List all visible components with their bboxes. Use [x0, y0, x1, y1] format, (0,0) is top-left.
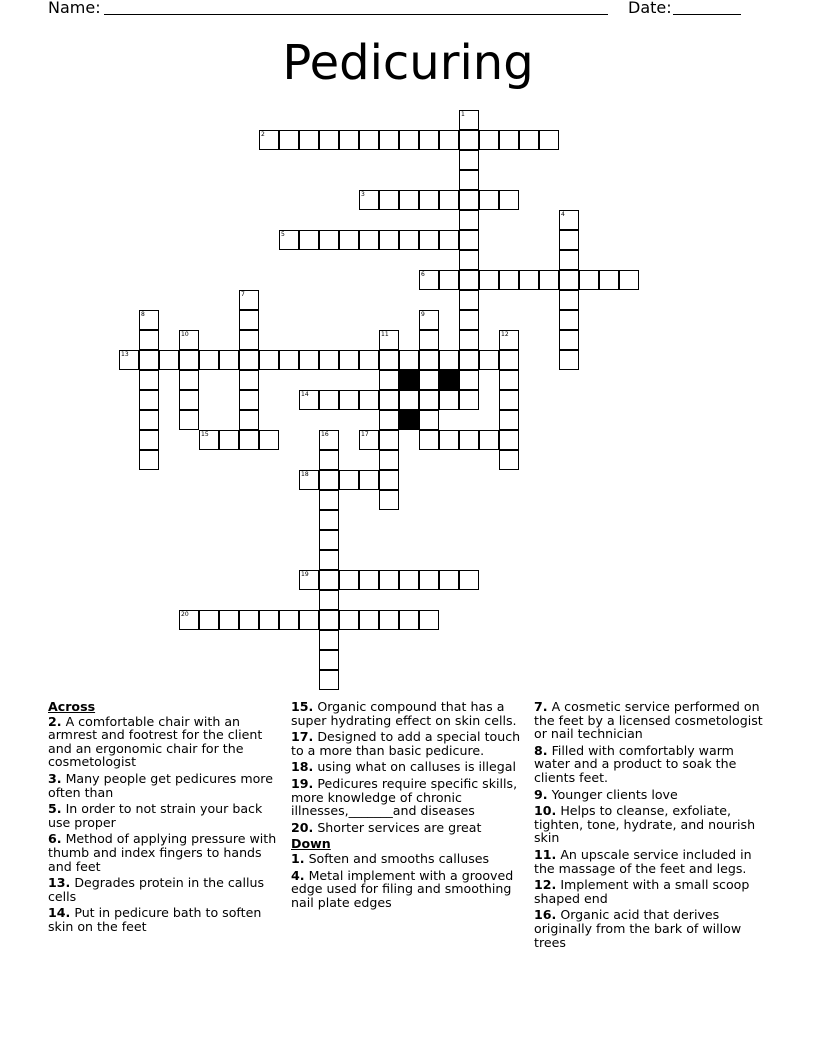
grid-cell[interactable] [499, 430, 519, 450]
clue-item [291, 700, 523, 727]
grid-cell[interactable] [439, 230, 459, 250]
grid-cell[interactable] [279, 230, 299, 250]
grid-cell[interactable] [379, 370, 399, 390]
grid-cell[interactable] [299, 230, 319, 250]
clue-item [48, 715, 280, 769]
grid-cell[interactable] [559, 210, 579, 230]
clue-item [291, 852, 523, 866]
clue-item [291, 821, 523, 835]
grid-cell[interactable] [459, 330, 479, 350]
grid-cell[interactable] [459, 570, 479, 590]
clue-item-number: 1. [291, 850, 305, 866]
clue-item-text: Metal implement with a grooved edge used for filing and smoothing nail plate edges [291, 867, 514, 910]
clue-number: 7 [241, 291, 245, 298]
grid-cell[interactable] [379, 130, 399, 150]
grid-cell[interactable] [179, 350, 199, 370]
clue-number: 20 [181, 611, 189, 618]
clue-item-text: Younger clients love [547, 786, 678, 802]
grid-cell[interactable] [399, 130, 419, 150]
clue-item-number: 18. [291, 759, 314, 775]
grid-cell[interactable] [139, 370, 159, 390]
grid-cell[interactable] [319, 630, 339, 650]
clue-item-text: Many people get pedicures more often than [48, 770, 273, 800]
clue-item-number: 5. [48, 801, 62, 817]
clue-number: 12 [501, 331, 509, 338]
clue-item-number: 17. [291, 729, 314, 745]
clue-item-text: Organic compound that has a super hydrating effect on skin cells. [291, 699, 517, 728]
grid-cell[interactable] [439, 130, 459, 150]
clue-item-text: Pedicures require specific skills, more knowledge of chronic illnesses,_______and diseases [291, 775, 518, 819]
grid-cell[interactable] [419, 130, 439, 150]
clue-item-text: In order to not strain your back use proper [48, 801, 263, 830]
clue-number: 9 [421, 311, 425, 318]
grid-cell[interactable] [479, 130, 499, 150]
clue-number: 15 [201, 431, 209, 438]
grid-cell[interactable] [459, 210, 479, 230]
grid-cell[interactable] [399, 230, 419, 250]
clue-item [48, 906, 280, 933]
name-label: Name: [48, 0, 101, 17]
clue-item-number: 6. [48, 831, 62, 847]
clue-item [534, 744, 766, 785]
grid-cell[interactable] [499, 190, 519, 210]
grid-cell[interactable] [379, 430, 399, 450]
grid-cell[interactable] [359, 430, 379, 450]
grid-cell[interactable] [379, 190, 399, 210]
grid-cell[interactable] [459, 430, 479, 450]
grid-cell[interactable] [319, 510, 339, 530]
grid-cell[interactable] [279, 610, 299, 630]
grid-cell[interactable] [379, 450, 399, 470]
grid-cell[interactable] [559, 230, 579, 250]
grid-cell[interactable] [419, 610, 439, 630]
grid-cell[interactable] [599, 270, 619, 290]
grid-cell[interactable] [459, 370, 479, 390]
grid-cell[interactable] [359, 390, 379, 410]
grid-cell[interactable] [479, 350, 499, 370]
grid-cell[interactable] [459, 170, 479, 190]
grid-cell[interactable] [339, 570, 359, 590]
grid-cell[interactable] [139, 330, 159, 350]
grid-cell[interactable] [259, 130, 279, 150]
grid-cell[interactable] [559, 330, 579, 350]
grid-cell[interactable] [319, 650, 339, 670]
clue-item-text: using what on calluses is illegal [313, 759, 516, 775]
grid-cell[interactable] [479, 190, 499, 210]
clue-number: 3 [361, 191, 365, 198]
grid-cell[interactable] [499, 130, 519, 150]
grid-cell[interactable] [299, 390, 319, 410]
clue-item [48, 802, 280, 829]
grid-cell[interactable] [459, 290, 479, 310]
grid-cell[interactable] [319, 490, 339, 510]
grid-cell[interactable] [439, 390, 459, 410]
grid-cell[interactable] [379, 230, 399, 250]
clue-item-text: A cosmetic service performed on the feet by a licensed cosmetologist or nail technician [534, 699, 763, 742]
grid-cell[interactable] [619, 270, 639, 290]
grid-cell-blocked [439, 370, 459, 390]
grid-cell[interactable] [319, 450, 339, 470]
grid-cell[interactable] [179, 390, 199, 410]
clue-item [291, 760, 523, 774]
grid-cell[interactable] [419, 190, 439, 210]
grid-cell[interactable] [179, 330, 199, 350]
grid-cell[interactable] [459, 350, 479, 370]
grid-cell[interactable] [459, 130, 479, 150]
grid-cell[interactable] [239, 610, 259, 630]
grid-cell[interactable] [499, 270, 519, 290]
grid-cell[interactable] [559, 310, 579, 330]
grid-cell-blocked [399, 370, 419, 390]
across-heading: Across [48, 699, 96, 714]
grid-cell[interactable] [399, 570, 419, 590]
grid-cell[interactable] [239, 310, 259, 330]
grid-cell[interactable] [319, 590, 339, 610]
clue-column-3 [534, 700, 766, 952]
clue-item [48, 772, 280, 799]
grid-cell[interactable] [319, 470, 339, 490]
grid-cell[interactable] [359, 350, 379, 370]
grid-cell[interactable] [299, 350, 319, 370]
grid-cell[interactable] [379, 470, 399, 490]
grid-cell[interactable] [299, 610, 319, 630]
clue-number: 16 [321, 431, 329, 438]
clue-item [48, 876, 280, 903]
grid-cell[interactable] [119, 350, 139, 370]
clue-item-number: 10. [534, 803, 557, 819]
grid-cell[interactable] [359, 230, 379, 250]
clue-item-number: 13. [48, 875, 71, 891]
clue-number: 13 [121, 351, 129, 358]
grid-cell[interactable] [219, 350, 239, 370]
grid-cell[interactable] [499, 410, 519, 430]
grid-cell[interactable] [319, 230, 339, 250]
grid-cell[interactable] [339, 230, 359, 250]
grid-cell[interactable] [199, 610, 219, 630]
clue-number: 14 [301, 391, 309, 398]
grid-cell[interactable] [399, 350, 419, 370]
grid-cell[interactable] [239, 410, 259, 430]
clue-number: 1 [461, 111, 465, 118]
grid-cell[interactable] [239, 290, 259, 310]
grid-cell[interactable] [199, 350, 219, 370]
clue-item [291, 730, 523, 757]
grid-cell[interactable] [139, 390, 159, 410]
clue-item-text: Put in pedicure bath to soften skin on the feet [48, 905, 262, 934]
clue-item [291, 777, 523, 818]
grid-cell[interactable] [419, 230, 439, 250]
grid-cell[interactable] [559, 250, 579, 270]
grid-cell[interactable] [479, 270, 499, 290]
clue-item [534, 908, 766, 949]
grid-cell[interactable] [419, 330, 439, 350]
clue-item-number: 3. [48, 770, 62, 786]
grid-cell[interactable] [299, 570, 319, 590]
clue-column-1 [48, 700, 280, 937]
grid-cell[interactable] [439, 570, 459, 590]
clue-number: 8 [141, 311, 145, 318]
grid-cell[interactable] [539, 270, 559, 290]
grid-cell[interactable] [459, 310, 479, 330]
grid-cell[interactable] [179, 410, 199, 430]
grid-cell[interactable] [339, 390, 359, 410]
grid-cell[interactable] [279, 350, 299, 370]
grid-cell[interactable] [219, 610, 239, 630]
grid-cell[interactable] [319, 430, 339, 450]
clue-item-number: 20. [291, 819, 314, 835]
grid-cell[interactable] [519, 270, 539, 290]
clue-number: 19 [301, 571, 309, 578]
grid-cell[interactable] [259, 350, 279, 370]
clue-item-text: An upscale service included in the massage of the feet and legs. [534, 846, 752, 876]
clue-item [534, 804, 766, 845]
grid-cell[interactable] [179, 610, 199, 630]
grid-cell[interactable] [419, 370, 439, 390]
grid-cell[interactable] [539, 130, 559, 150]
grid-cell[interactable] [239, 390, 259, 410]
grid-cell[interactable] [139, 350, 159, 370]
clue-item-number: 7. [534, 699, 548, 714]
grid-cell[interactable] [419, 270, 439, 290]
grid-cell[interactable] [319, 390, 339, 410]
clue-item [48, 832, 280, 873]
grid-cell[interactable] [399, 610, 419, 630]
grid-cell[interactable] [439, 430, 459, 450]
grid-cell[interactable] [479, 430, 499, 450]
grid-cell[interactable] [459, 270, 479, 290]
clue-number: 6 [421, 271, 425, 278]
clue-item-number: 19. [291, 775, 314, 791]
clue-item-number: 16. [534, 907, 557, 923]
down-clue-list [291, 852, 523, 909]
across-clue-list [48, 715, 280, 934]
grid-cell[interactable] [559, 270, 579, 290]
grid-cell[interactable] [179, 370, 199, 390]
grid-cell[interactable] [459, 250, 479, 270]
clue-item-text: Soften and smooths calluses [304, 850, 490, 866]
grid-cell[interactable] [439, 350, 459, 370]
grid-cell[interactable] [559, 290, 579, 310]
clue-item-number: 8. [534, 742, 548, 758]
grid-cell[interactable] [259, 430, 279, 450]
clue-item-text: Implement with a small scoop shaped end [534, 877, 750, 906]
grid-cell[interactable] [499, 370, 519, 390]
grid-cell[interactable] [359, 610, 379, 630]
grid-cell[interactable] [339, 350, 359, 370]
grid-cell[interactable] [579, 270, 599, 290]
grid-cell[interactable] [459, 390, 479, 410]
clue-number: 17 [361, 431, 369, 438]
grid-cell[interactable] [339, 610, 359, 630]
clue-item-text: Helps to cleanse, exfoliate, tighten, tone, hydrate, and nourish skin [534, 803, 756, 846]
grid-cell[interactable] [319, 670, 339, 690]
clue-item-text: Organic acid that derives originally from the bark of willow trees [534, 907, 742, 950]
grid-cell[interactable] [259, 610, 279, 630]
grid-cell[interactable] [319, 570, 339, 590]
grid-cell[interactable] [459, 190, 479, 210]
grid-cell[interactable] [139, 410, 159, 430]
clue-number: 4 [561, 211, 565, 218]
grid-cell[interactable] [459, 110, 479, 130]
grid-cell[interactable] [279, 130, 299, 150]
grid-cell[interactable] [439, 270, 459, 290]
clue-number: 11 [381, 331, 389, 338]
clue-number: 10 [181, 331, 189, 338]
grid-cell[interactable] [299, 130, 319, 150]
grid-cell[interactable] [319, 130, 339, 150]
grid-cell[interactable] [519, 130, 539, 150]
clue-item-text: A comfortable chair with an armrest and footrest for the client and an ergonomic chair for the cosmetologist [48, 713, 263, 770]
grid-cell[interactable] [319, 550, 339, 570]
clue-item-text: Filled with comfortably warm water and a product to soak the clients feet. [534, 742, 737, 785]
clue-item-number: 11. [534, 846, 557, 862]
grid-cell[interactable] [319, 350, 339, 370]
grid-cell[interactable] [379, 330, 399, 350]
grid-cell[interactable] [359, 470, 379, 490]
grid-cell[interactable] [379, 350, 399, 370]
clue-item-number: 2. [48, 713, 62, 729]
grid-cell[interactable] [499, 330, 519, 350]
grid-cell[interactable] [139, 310, 159, 330]
grid-cell[interactable] [139, 450, 159, 470]
grid-cell[interactable] [299, 470, 319, 490]
grid-cell[interactable] [399, 190, 419, 210]
grid-cell[interactable] [419, 410, 439, 430]
down-heading: Down [291, 836, 331, 852]
clue-item [534, 700, 766, 741]
grid-cell[interactable] [419, 390, 439, 410]
down-clue-list-continued [534, 700, 766, 949]
clue-item-number: 4. [291, 867, 305, 883]
grid-cell[interactable] [379, 490, 399, 510]
across-clue-list-continued [291, 700, 523, 834]
clue-number: 18 [301, 471, 309, 478]
clue-item-text: Shorter services are great [313, 819, 482, 835]
grid-cell[interactable] [339, 470, 359, 490]
clue-item [534, 848, 766, 875]
date-label: Date: [628, 0, 672, 17]
grid-cell[interactable] [359, 570, 379, 590]
grid-cell[interactable] [459, 150, 479, 170]
grid-cell[interactable] [359, 190, 379, 210]
grid-cell[interactable] [439, 190, 459, 210]
grid-cell[interactable] [359, 130, 379, 150]
clue-number: 5 [281, 231, 285, 238]
grid-cell[interactable] [379, 410, 399, 430]
grid-cell[interactable] [499, 350, 519, 370]
clue-item-text: Designed to add a special touch to a more than basic pedicure. [291, 729, 521, 758]
clue-item-number: 15. [291, 699, 314, 714]
page-title: Pedicuring [282, 35, 534, 91]
grid-cell[interactable] [419, 350, 439, 370]
grid-cell[interactable] [379, 610, 399, 630]
grid-cell[interactable] [159, 350, 179, 370]
grid-cell[interactable] [219, 430, 239, 450]
clue-item-text: Degrades protein in the callus cells [48, 875, 265, 904]
clue-item [534, 878, 766, 905]
grid-cell[interactable] [379, 390, 399, 410]
grid-cell[interactable] [559, 350, 579, 370]
grid-cell[interactable] [379, 570, 399, 590]
clue-item [534, 788, 766, 802]
grid-cell[interactable] [319, 610, 339, 630]
clue-item-number: 9. [534, 786, 548, 802]
grid-cell[interactable] [239, 330, 259, 350]
clue-item [291, 869, 523, 910]
grid-cell[interactable] [459, 230, 479, 250]
grid-cell[interactable] [419, 430, 439, 450]
grid-cell[interactable] [239, 370, 259, 390]
grid-cell[interactable] [199, 430, 219, 450]
grid-cell-blocked [399, 410, 419, 430]
grid-cell[interactable] [339, 130, 359, 150]
grid-cell[interactable] [139, 430, 159, 450]
clue-column-2 [291, 700, 523, 912]
grid-cell[interactable] [499, 390, 519, 410]
clue-item-number: 12. [534, 877, 557, 893]
clue-item-number: 14. [48, 905, 71, 921]
grid-cell[interactable] [239, 350, 259, 370]
clue-number: 2 [261, 131, 265, 138]
grid-cell[interactable] [319, 530, 339, 550]
grid-cell[interactable] [239, 430, 259, 450]
clue-item-text: Method of applying pressure with thumb and index fingers to hands and feet [48, 831, 277, 874]
grid-cell[interactable] [419, 570, 439, 590]
grid-cell[interactable] [499, 450, 519, 470]
grid-cell[interactable] [399, 390, 419, 410]
grid-cell[interactable] [419, 310, 439, 330]
